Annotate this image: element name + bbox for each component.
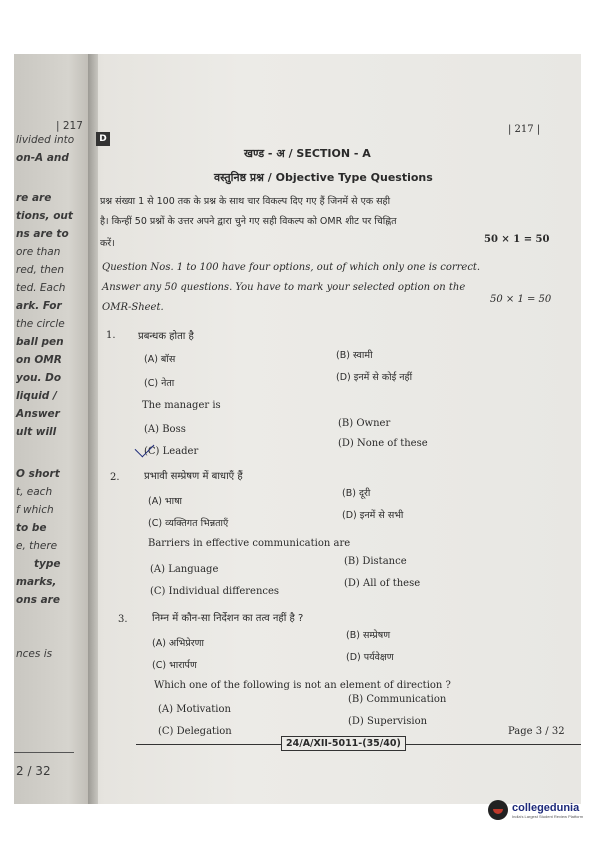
option: (D) None of these — [338, 438, 428, 449]
option: (B) Owner — [338, 418, 391, 429]
option: (B) सम्प्रेषण — [346, 630, 391, 641]
left-fragment: ted. Each — [16, 282, 66, 294]
brand-tagline: India's Largest Student Review Platform — [512, 813, 584, 819]
option: (B) Distance — [344, 556, 407, 567]
page-number: Page 3 / 32 — [508, 726, 565, 737]
instruction-hindi-marks: 50 × 1 = 50 — [484, 234, 550, 245]
left-fragment: f which — [16, 504, 54, 516]
left-fragment: | 217 — [56, 120, 83, 132]
option: (A) Language — [150, 564, 219, 575]
left-fragment: e, there — [16, 540, 58, 552]
left-fragment: livided into — [16, 134, 75, 146]
option: (D) इनमें से सभी — [342, 510, 404, 521]
question-english-stem: Barriers in effective communication are — [148, 538, 351, 549]
option: (C) व्यक्तिगत भिन्नताएँ — [148, 518, 229, 529]
left-fragment: ore than — [16, 246, 61, 258]
left-fragment: ult will — [16, 426, 57, 438]
instruction-hindi-line: है। किन्हीं 50 प्रश्नों के उत्तर अपने द्वारा चुने गए सही विकल्प को OMR शीट पर चिह्नित — [100, 216, 397, 227]
footer-paper-code: 24/A/XII-5011-(35/40) — [281, 736, 406, 751]
left-fragment: t, each — [16, 486, 53, 498]
left-fragment: on OMR — [16, 354, 62, 366]
left-underlying-page — [14, 54, 92, 804]
brand-name: collegedunia — [512, 801, 580, 814]
option: (D) पर्यवेक्षण — [346, 652, 394, 663]
option: (D) इनमें से कोई नहीं — [336, 372, 413, 383]
exam-page-photo — [14, 54, 581, 804]
section-title: खण्ड - अ / SECTION - A — [244, 147, 371, 160]
instruction-english-marks: 50 × 1 = 50 — [490, 294, 552, 305]
left-fragment: Answer — [16, 408, 60, 420]
option: (B) स्वामी — [336, 350, 373, 361]
exam-page — [96, 54, 581, 804]
left-fragment: ark. For — [16, 300, 62, 312]
left-fragment: you. Do — [16, 372, 62, 384]
question-english-stem: Which one of the following is not an element of direction ? — [154, 680, 451, 691]
left-fragment: O short — [16, 468, 60, 480]
option: (B) Communication — [348, 694, 447, 705]
left-page-number: 2 / 32 — [16, 764, 51, 778]
option: (B) दूरी — [342, 488, 371, 499]
question-number: 2. — [110, 472, 120, 483]
instruction-hindi-line: करें। — [100, 238, 115, 249]
question-english-stem: The manager is — [142, 400, 221, 411]
option: (C) Leader — [144, 446, 199, 457]
option: (C) भारार्पण — [152, 660, 197, 671]
question-number: 1. — [106, 330, 116, 341]
left-fragment: the circle — [16, 318, 65, 330]
question-hindi-stem: निम्न में कौन-सा निर्देशन का तत्व नहीं है ? — [152, 613, 304, 624]
question-number: 3. — [118, 614, 128, 625]
question-hindi-stem: प्रभावी सम्प्रेषण में बाधाएँ हैं — [144, 471, 243, 482]
left-fragment: red, then — [16, 264, 65, 276]
section-code-badge: D — [96, 132, 110, 146]
question-hindi-stem: प्रबन्धक होता है — [138, 331, 194, 342]
instruction-hindi-line: प्रश्न संख्या 1 से 100 तक के प्रश्न के साथ चार विकल्प दिए गए हैं जिनमें से एक सही — [100, 196, 391, 207]
left-fragment: nces is — [16, 648, 53, 660]
option: (A) अभिप्रेरणा — [152, 638, 204, 649]
brand-watermark — [488, 800, 583, 820]
left-fragment: marks, — [16, 576, 57, 588]
option: (C) Individual differences — [150, 586, 280, 597]
option: (D) Supervision — [348, 716, 428, 727]
paper-code: | 217 | — [508, 124, 541, 135]
type-title: वस्तुनिष्ठ प्रश्न / Objective Type Questions — [214, 171, 433, 184]
left-fragment: to be — [16, 522, 47, 534]
left-fragment: re are — [16, 192, 52, 204]
instruction-english-line: OMR-Sheet. — [102, 302, 164, 313]
left-fragment: tions, out — [16, 210, 73, 222]
left-fragment: on-A and — [16, 152, 69, 164]
left-fragment: ons are — [16, 594, 60, 606]
option: (C) Delegation — [158, 726, 232, 737]
option: (D) All of these — [344, 578, 421, 589]
option: (A) Motivation — [158, 704, 231, 715]
left-fragment: ns are to — [16, 228, 69, 240]
instruction-english-line: Question Nos. 1 to 100 have four options, out of which only one is correct. — [102, 262, 481, 273]
option: (A) भाषा — [148, 496, 183, 507]
option: (C) नेता — [144, 378, 175, 389]
divider — [14, 752, 74, 753]
left-fragment: liquid / — [16, 390, 57, 402]
left-fragment: type — [34, 558, 61, 570]
left-fragment: ball pen — [16, 336, 64, 348]
option: (A) Boss — [144, 424, 186, 435]
collegedunia-logo-icon — [488, 800, 508, 820]
option: (A) बॉस — [144, 354, 176, 365]
instruction-english-line: Answer any 50 questions. You have to mark your selected option on the — [102, 282, 466, 293]
